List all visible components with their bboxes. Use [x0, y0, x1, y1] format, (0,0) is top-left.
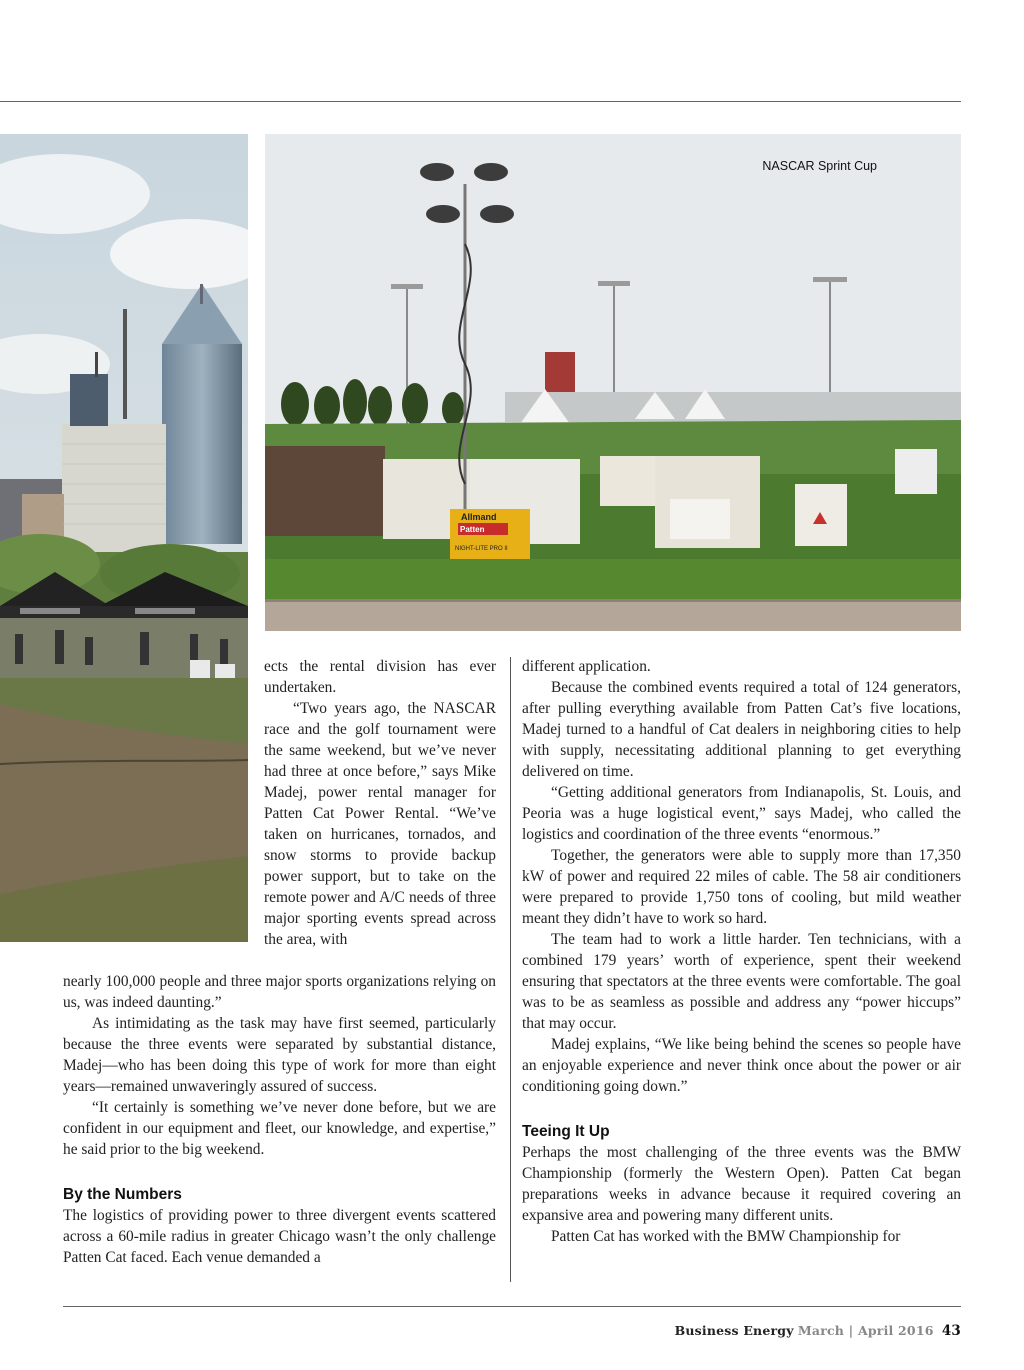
- section2-paragraph-1: Perhaps the most challenging of the three events was the BMW Championship (formerly the Western Open). Patten Cat began preparations weeks in advance because it required covering an expansive area and powering many different units.: [522, 1144, 961, 1224]
- trailer-tag: Patten: [460, 525, 485, 534]
- page-number: 43: [941, 1323, 961, 1339]
- left-paragraph-1: nearly 100,000 people and three major sports organizations relying on us, was indeed daunting.”: [63, 973, 496, 1011]
- section2-paragraph-2: Patten Cat has worked with the BMW Championship for: [551, 1228, 901, 1245]
- right-paragraph-1: different application.: [522, 658, 651, 675]
- left-paragraph-3: “It certainly is something we’ve never done before, but we are confident in our equipment and fleet, our knowledge, and expertise,” he said prior to the big weekend.: [63, 1099, 496, 1158]
- narrow-paragraph-1: ects the rental division has ever undertaken.: [264, 658, 496, 696]
- right-paragraph-3: “Getting additional generators from Indianapolis, St. Louis, and Peoria was a huge logistical event,” says Madej, who called the logistics and coordination of the three events “enormous.”: [522, 784, 961, 843]
- page-footer: [675, 1323, 961, 1339]
- right-paragraph-2: Because the combined events required a total of 124 generators, after pulling everything available from Patten Cat’s five locations, Madej turned to a handful of Cat dealers in neighboring cities to help with supply, necessitating additional planning to get everything delivered on time.: [522, 679, 961, 780]
- left-text-column: [63, 971, 496, 1268]
- issue-date: March | April 2016: [797, 1323, 934, 1338]
- bottom-rule: [63, 1306, 961, 1307]
- top-rule: [0, 101, 961, 102]
- narrow-paragraph-2: “Two years ago, the NASCAR race and the golf tournament were the same weekend, but we’ve never had three at once before,” says Mike Madej, power rental manager for Patten Cat Power Rental. “We’ve taken on hurricanes, tornados, and snow storms to provide backup power support, but to take on the remote power and A/C needs of three major sporting events spread across the area, with: [264, 700, 496, 948]
- right-paragraph-6: Madej explains, “We like being behind the scenes so people have an enjoyable experience and never think once about the power or air conditioning going down.”: [522, 1036, 961, 1095]
- right-paragraph-5: The team had to work a little harder. Ten technicians, with a combined 179 years’ worth of experience, spent their weekend ensuring that spectators at the three events were comfortable. The goal was to be as seamless as possible and address any “power hiccups” that may occur.: [522, 931, 961, 1032]
- section-heading-by-the-numbers: By the Numbers: [63, 1186, 182, 1203]
- left-paragraph-2: As intimidating as the task may have first seemed, particularly because the three events were separated by substantial distance, Madej—who has been doing this type of work for more than eight years—remained unwaveringly assured of success.: [63, 1015, 496, 1095]
- section1-paragraph-1: The logistics of providing power to three divergent events scattered across a 60-mile radius in greater Chicago wasn’t the only challenge Patten Cat faced. Each venue demanded a: [63, 1207, 496, 1266]
- column-divider: [510, 657, 511, 1282]
- narrow-text-column: [264, 656, 496, 950]
- trailer-model: NIGHT-LITE PRO II: [455, 546, 508, 552]
- right-text-column: [522, 656, 961, 1247]
- nascar-campground-photo: [265, 134, 961, 631]
- section-heading-teeing-it-up: Teeing It Up: [522, 1123, 610, 1140]
- photo-caption: NASCAR Sprint Cup: [762, 159, 877, 173]
- chicago-skyline-photo: [0, 134, 248, 942]
- trailer-brand: Allmand: [461, 512, 497, 522]
- magazine-name: Business Energy: [674, 1323, 794, 1338]
- right-paragraph-4: Together, the generators were able to supply more than 17,350 kW of power and required 22 miles of cable. The 58 air conditioners were prepared to provide 1,750 tons of cooling, but mild weather meant they didn’t have to work so hard.: [522, 847, 961, 927]
